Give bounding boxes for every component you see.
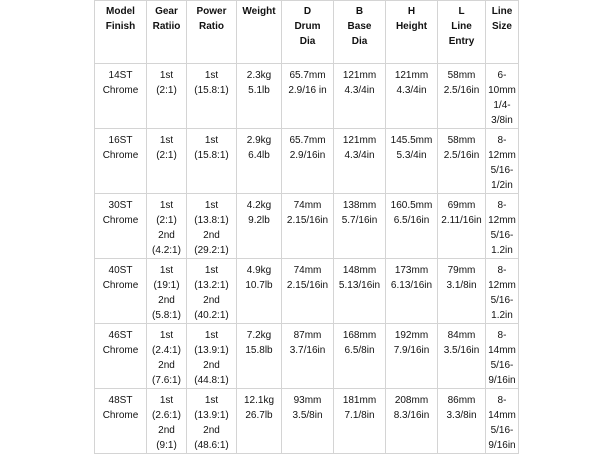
cell-line: (13.9:1) bbox=[194, 410, 229, 421]
cell-line: 6.5/8in bbox=[344, 345, 375, 356]
cell-height bbox=[386, 129, 438, 194]
cell-line: 3.1/8in bbox=[446, 280, 477, 291]
cell-line: 7.9/16in bbox=[393, 345, 430, 356]
cell-line: 86mm bbox=[447, 395, 476, 406]
table-row bbox=[95, 259, 519, 324]
cell-line: 4.3/4in bbox=[344, 85, 375, 96]
cell-line: 121mm bbox=[342, 135, 377, 146]
cell-line: 4.3/4in bbox=[396, 85, 427, 96]
cell-line: (5.8:1) bbox=[152, 310, 181, 321]
header-line: Drum bbox=[294, 21, 321, 32]
cell-line: 12.1kg bbox=[243, 395, 275, 406]
cell-line: 65.7mm bbox=[289, 135, 326, 146]
cell-line-size bbox=[486, 194, 519, 259]
cell-line: 6- bbox=[497, 70, 507, 81]
cell-line: 14mm bbox=[488, 345, 516, 356]
cell-line: 2nd bbox=[158, 425, 175, 436]
header-height bbox=[386, 1, 438, 64]
cell-line: 192mm bbox=[394, 330, 429, 341]
cell-gear-ratio bbox=[147, 64, 187, 129]
cell-height bbox=[386, 194, 438, 259]
cell-power-ratio bbox=[187, 194, 237, 259]
winch-spec-table bbox=[94, 0, 519, 454]
cell-line: 168mm bbox=[342, 330, 377, 341]
cell-line: 5.7/16in bbox=[341, 215, 378, 226]
cell-height bbox=[386, 259, 438, 324]
cell-line: 3.5/8in bbox=[292, 410, 323, 421]
cell-line: 5/16- bbox=[490, 165, 514, 176]
cell-weight bbox=[237, 389, 282, 454]
cell-line: 2.5/16in bbox=[443, 150, 480, 161]
cell-line-entry bbox=[438, 194, 486, 259]
cell-line-size bbox=[486, 129, 519, 194]
cell-line: (44.8:1) bbox=[194, 375, 229, 386]
cell-line: 12mm bbox=[488, 215, 516, 226]
header-line: Weight bbox=[242, 6, 276, 17]
cell-line: 6.13/16in bbox=[390, 280, 433, 291]
cell-drum-dia bbox=[282, 389, 334, 454]
cell-line: 5/16- bbox=[490, 230, 514, 241]
cell-line: 14ST bbox=[108, 70, 133, 81]
cell-weight bbox=[237, 64, 282, 129]
cell-line: 2nd bbox=[203, 425, 220, 436]
cell-line: 65.7mm bbox=[289, 70, 326, 81]
cell-line: 145.5mm bbox=[390, 135, 433, 146]
cell-line: Chrome bbox=[102, 85, 139, 96]
cell-line: 48ST bbox=[108, 395, 133, 406]
cell-line: 121mm bbox=[342, 70, 377, 81]
cell-power-ratio bbox=[187, 324, 237, 389]
header-weight bbox=[237, 1, 282, 64]
cell-base-dia bbox=[334, 389, 386, 454]
header-line: D bbox=[303, 6, 312, 17]
cell-line: 160.5mm bbox=[390, 200, 433, 211]
cell-power-ratio bbox=[187, 129, 237, 194]
cell-line: 46ST bbox=[108, 330, 133, 341]
cell-line-size bbox=[486, 64, 519, 129]
cell-gear-ratio bbox=[147, 324, 187, 389]
cell-line: (48.6:1) bbox=[194, 440, 229, 451]
cell-line: 14mm bbox=[488, 410, 516, 421]
cell-line: 58mm bbox=[447, 70, 476, 81]
cell-model-finish bbox=[95, 389, 147, 454]
cell-line: 74mm bbox=[293, 265, 322, 276]
cell-line: 5.13/16in bbox=[338, 280, 381, 291]
cell-base-dia bbox=[334, 129, 386, 194]
cell-line: 2.9/16in bbox=[289, 150, 326, 161]
cell-line: 9/16in bbox=[488, 440, 516, 451]
header-line: Size bbox=[491, 21, 512, 32]
cell-line: 5.1lb bbox=[248, 85, 270, 96]
table-row bbox=[95, 64, 519, 129]
header-drum-dia bbox=[282, 1, 334, 64]
cell-drum-dia bbox=[282, 64, 334, 129]
cell-line: 2nd bbox=[203, 360, 220, 371]
cell-line: (2.4:1) bbox=[152, 345, 181, 356]
cell-power-ratio bbox=[187, 389, 237, 454]
cell-line: 1st bbox=[159, 265, 174, 276]
cell-model-finish bbox=[95, 129, 147, 194]
header-power-ratio bbox=[187, 1, 237, 64]
cell-line: 40ST bbox=[108, 265, 133, 276]
cell-line: 3.5/16in bbox=[443, 345, 480, 356]
cell-line: 6.4lb bbox=[248, 150, 270, 161]
cell-line: (13.9:1) bbox=[194, 345, 229, 356]
cell-line: 69mm bbox=[447, 200, 476, 211]
cell-line: 12mm bbox=[488, 280, 516, 291]
cell-line: 208mm bbox=[394, 395, 429, 406]
cell-line: 1st bbox=[204, 70, 219, 81]
cell-line: 2.15/16in bbox=[286, 215, 329, 226]
header-line: Ratiio bbox=[152, 21, 181, 32]
cell-line: (2.6:1) bbox=[152, 410, 181, 421]
cell-line: (4.2:1) bbox=[152, 245, 181, 256]
cell-line: 4.9kg bbox=[246, 265, 272, 276]
cell-line: (2:1) bbox=[156, 215, 177, 226]
cell-power-ratio bbox=[187, 64, 237, 129]
cell-line: 3/8in bbox=[491, 115, 513, 126]
cell-power-ratio bbox=[187, 259, 237, 324]
cell-line: 121mm bbox=[394, 70, 429, 81]
cell-drum-dia bbox=[282, 194, 334, 259]
cell-weight bbox=[237, 324, 282, 389]
header-line: Base bbox=[347, 21, 372, 32]
cell-line: 58mm bbox=[447, 135, 476, 146]
cell-line: (40.2:1) bbox=[194, 310, 229, 321]
cell-line: 5.3/4in bbox=[396, 150, 427, 161]
cell-line: 8- bbox=[497, 330, 507, 341]
cell-line: 87mm bbox=[293, 330, 322, 341]
cell-model-finish bbox=[95, 324, 147, 389]
header-model-finish bbox=[95, 1, 147, 64]
cell-line: 2nd bbox=[203, 295, 220, 306]
cell-weight bbox=[237, 194, 282, 259]
table-row bbox=[95, 389, 519, 454]
header-line-entry bbox=[438, 1, 486, 64]
cell-line: 5/16- bbox=[490, 295, 514, 306]
cell-line: 1st bbox=[204, 135, 219, 146]
cell-line: 10mm bbox=[488, 85, 516, 96]
cell-line: 26.7lb bbox=[245, 410, 273, 421]
cell-line: 8- bbox=[497, 265, 507, 276]
cell-line: (13.8:1) bbox=[194, 215, 229, 226]
cell-model-finish bbox=[95, 259, 147, 324]
table-row bbox=[95, 324, 519, 389]
cell-line: 173mm bbox=[394, 265, 429, 276]
cell-weight bbox=[237, 259, 282, 324]
cell-line: 15.8lb bbox=[245, 345, 273, 356]
cell-line: 30ST bbox=[108, 200, 133, 211]
cell-line: 1.2in bbox=[491, 245, 513, 256]
cell-line: 5/16- bbox=[490, 425, 514, 436]
cell-line: (15.8:1) bbox=[194, 150, 229, 161]
cell-line: (29.2:1) bbox=[194, 245, 229, 256]
spec-table-container bbox=[94, 0, 518, 451]
cell-line-size bbox=[486, 324, 519, 389]
header-line: Height bbox=[395, 21, 428, 32]
cell-line: (13.2:1) bbox=[194, 280, 229, 291]
cell-line: Chrome bbox=[102, 215, 139, 226]
cell-gear-ratio bbox=[147, 389, 187, 454]
cell-height bbox=[386, 324, 438, 389]
cell-line: 84mm bbox=[447, 330, 476, 341]
cell-line: 8- bbox=[497, 200, 507, 211]
cell-line: 3.3/8in bbox=[446, 410, 477, 421]
cell-height bbox=[386, 64, 438, 129]
cell-line: 5/16- bbox=[490, 360, 514, 371]
header-line: Gear bbox=[155, 6, 178, 17]
cell-line: 74mm bbox=[293, 200, 322, 211]
cell-line-size bbox=[486, 389, 519, 454]
cell-line: 148mm bbox=[342, 265, 377, 276]
header-line: Line bbox=[491, 6, 513, 17]
cell-line: Chrome bbox=[102, 280, 139, 291]
cell-line: 9/16in bbox=[488, 375, 516, 386]
cell-drum-dia bbox=[282, 324, 334, 389]
header-line-size bbox=[486, 1, 519, 64]
cell-line: 8.3/16in bbox=[393, 410, 430, 421]
cell-line: 181mm bbox=[342, 395, 377, 406]
cell-base-dia bbox=[334, 259, 386, 324]
table-header bbox=[95, 1, 519, 64]
cell-line-entry bbox=[438, 324, 486, 389]
cell-line: 7.2kg bbox=[246, 330, 272, 341]
cell-weight bbox=[237, 129, 282, 194]
cell-line: 138mm bbox=[342, 200, 377, 211]
cell-line: 4.2kg bbox=[246, 200, 272, 211]
cell-line: Chrome bbox=[102, 345, 139, 356]
cell-line: 2.3kg bbox=[246, 70, 272, 81]
cell-line-entry bbox=[438, 64, 486, 129]
cell-line: 2.9/16 in bbox=[288, 85, 327, 96]
cell-line: 7.1/8in bbox=[344, 410, 375, 421]
header-line: Power bbox=[196, 6, 227, 17]
cell-line: 8- bbox=[497, 395, 507, 406]
cell-line: 1st bbox=[204, 395, 219, 406]
cell-line: 3.7/16in bbox=[289, 345, 326, 356]
cell-base-dia bbox=[334, 64, 386, 129]
header-line: Entry bbox=[448, 36, 475, 47]
cell-line: 16ST bbox=[108, 135, 133, 146]
cell-line: 1/4- bbox=[493, 100, 511, 111]
cell-line: 1st bbox=[159, 70, 174, 81]
header-row bbox=[95, 1, 519, 64]
header-line: Model bbox=[106, 6, 135, 17]
cell-line: (2:1) bbox=[156, 85, 177, 96]
cell-line: 1st bbox=[204, 200, 219, 211]
cell-line-entry bbox=[438, 129, 486, 194]
cell-line: 2.5/16in bbox=[443, 85, 480, 96]
cell-line-entry bbox=[438, 389, 486, 454]
cell-line: 6.5/16in bbox=[393, 215, 430, 226]
cell-line: 12mm bbox=[488, 150, 516, 161]
header-line: Dia bbox=[299, 36, 316, 47]
cell-line: 1st bbox=[159, 330, 174, 341]
cell-line: 2nd bbox=[158, 360, 175, 371]
cell-drum-dia bbox=[282, 129, 334, 194]
cell-line: 1st bbox=[204, 265, 219, 276]
cell-line: 1st bbox=[159, 135, 174, 146]
cell-line: 1.2in bbox=[491, 310, 513, 321]
cell-line: 8- bbox=[497, 135, 507, 146]
cell-line: 79mm bbox=[447, 265, 476, 276]
cell-base-dia bbox=[334, 194, 386, 259]
header-gear-ratio bbox=[147, 1, 187, 64]
cell-line: (19:1) bbox=[153, 280, 180, 291]
cell-gear-ratio bbox=[147, 259, 187, 324]
header-line: B bbox=[355, 6, 364, 17]
header-line: H bbox=[407, 6, 416, 17]
cell-line: 2.9kg bbox=[246, 135, 272, 146]
header-base-dia bbox=[334, 1, 386, 64]
cell-height bbox=[386, 389, 438, 454]
table-row bbox=[95, 194, 519, 259]
cell-line-entry bbox=[438, 259, 486, 324]
cell-line: 2nd bbox=[158, 230, 175, 241]
cell-line: 9.2lb bbox=[248, 215, 270, 226]
cell-line: 93mm bbox=[293, 395, 322, 406]
cell-line: Chrome bbox=[102, 150, 139, 161]
header-line: L bbox=[458, 6, 465, 17]
cell-line: (15.8:1) bbox=[194, 85, 229, 96]
header-line: Line bbox=[451, 21, 472, 32]
cell-line: 2.15/16in bbox=[286, 280, 329, 291]
cell-base-dia bbox=[334, 324, 386, 389]
cell-drum-dia bbox=[282, 259, 334, 324]
cell-line: 10.7lb bbox=[245, 280, 273, 291]
cell-gear-ratio bbox=[147, 194, 187, 259]
header-line: Finish bbox=[105, 21, 136, 32]
cell-line: (9:1) bbox=[156, 440, 177, 451]
table-body bbox=[95, 64, 519, 454]
table-row bbox=[95, 129, 519, 194]
cell-line: 4.3/4in bbox=[344, 150, 375, 161]
cell-line: 2nd bbox=[203, 230, 220, 241]
cell-model-finish bbox=[95, 194, 147, 259]
cell-line: 1/2in bbox=[491, 180, 513, 191]
header-line: Ratio bbox=[199, 21, 224, 32]
cell-line: 2.11/16in bbox=[441, 215, 482, 226]
cell-line: (7.6:1) bbox=[152, 375, 181, 386]
cell-line: 1st bbox=[159, 200, 174, 211]
cell-gear-ratio bbox=[147, 129, 187, 194]
cell-model-finish bbox=[95, 64, 147, 129]
cell-line: (2:1) bbox=[156, 150, 177, 161]
cell-line: 2nd bbox=[158, 295, 175, 306]
cell-line-size bbox=[486, 259, 519, 324]
header-line: Dia bbox=[351, 36, 368, 47]
cell-line: Chrome bbox=[102, 410, 139, 421]
cell-line: 1st bbox=[159, 395, 174, 406]
cell-line: 1st bbox=[204, 330, 219, 341]
